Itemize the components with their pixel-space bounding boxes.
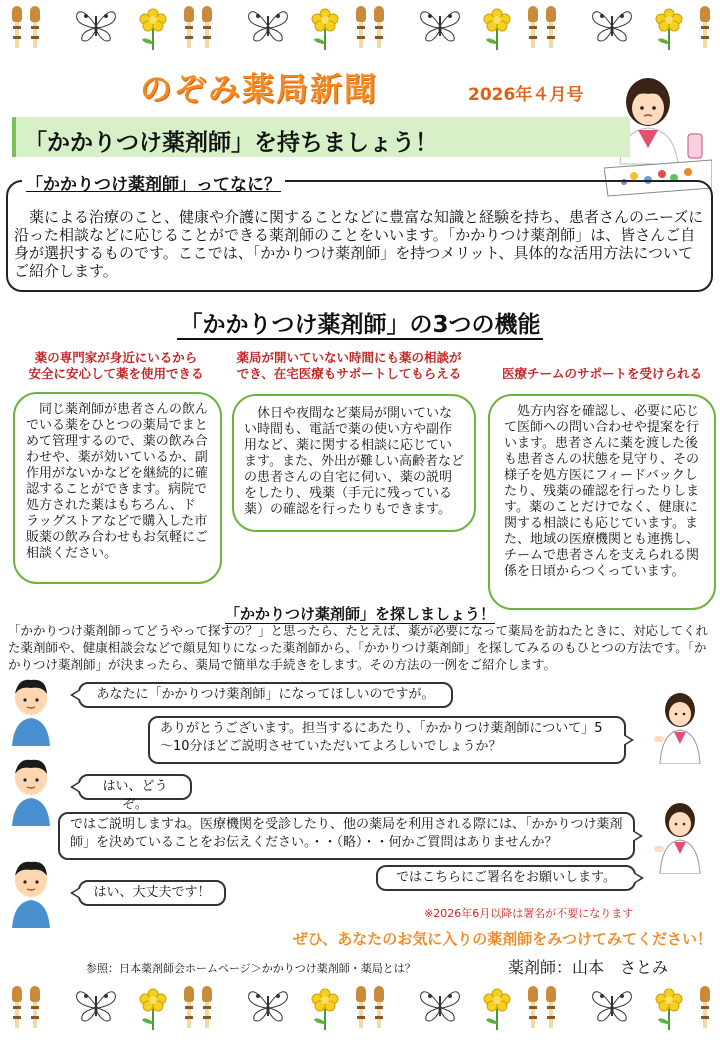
tsukushi-icon xyxy=(374,986,384,1028)
search-title: 「かかりつけ薬剤師」を探しましょう！ xyxy=(224,605,495,623)
speech-bubble-pharmacist: ありがとうございます。担当するにあたり、「かかりつけ薬剤師について」5～10分ほどご説明させていただいてよろしいでしょうか？ xyxy=(148,716,626,764)
tsukushi-icon xyxy=(546,986,556,1028)
tsukushi-icon xyxy=(30,6,40,48)
issue-date: 2026年４月号 xyxy=(468,85,584,105)
search-body: 「かかりつけ薬剤師ってどうやって探すの？」と思ったら、たとえば、薬が必要になって薬局を訪ねたときに、対応してくれた薬剤師や、健康相談会などで顔見知りになった薬剤師から、「かかりつけ薬剤師」を探してみるのもひとつの方法です。「かかりつけ薬剤師」が決まったら、薬局で簡単な手続きをします。その方法の一例をご紹介します。 xyxy=(8,623,709,672)
rapeseed-flower-icon xyxy=(652,6,686,50)
function-3-body: 処方内容を確認し、必要に応じて医師への問い合わせや提案を行います。患者さんに薬を渡した後も患者さんの状態を見守り、その様子を処方医にフィードバックしたり、残薬の確認を行ったりします。薬のことだけでなく、健康に関する相談にも応じています。また、地域の医療機関とも連携し、チームで患者さんを支えられる関係を日頃からつくっています。 xyxy=(504,404,700,579)
butterfly-icon xyxy=(590,986,634,1026)
rapeseed-flower-icon xyxy=(136,6,170,50)
function-3-heading: 医療チームのサポートを受けられる xyxy=(501,366,702,381)
butterfly-icon xyxy=(418,6,462,46)
function-1-heading: 薬の専門家が身近にいるから 安全に安心して薬を使用できる xyxy=(28,350,204,381)
tsukushi-icon xyxy=(184,986,194,1028)
rapeseed-flower-icon xyxy=(480,6,514,50)
butterfly-icon xyxy=(74,986,118,1026)
function-2-heading: 薬局が開いていない時間にも薬の相談が でき、在宅医療もサポートしてもらえる xyxy=(236,350,462,381)
butterfly-icon xyxy=(590,6,634,46)
speech-bubble-pharmacist: ではご説明しますね。医療機関を受診したり、他の薬局を利用される際には、「かかりつけ薬剤師」を決めていることをお伝えください。・・（略）・・何かご質問はありませんか？ xyxy=(58,812,635,860)
tsukushi-icon xyxy=(202,986,212,1028)
pharmacist-icon xyxy=(654,800,706,874)
speech-bubble-patient: あなたに「かかりつけ薬剤師」になってほしいのですが。 xyxy=(78,682,453,708)
headline-text: 「かかりつけ薬剤師」を持ちましょう！ xyxy=(24,130,438,156)
tsukushi-icon xyxy=(202,6,212,48)
patient-icon xyxy=(8,756,54,826)
intro-title: 「かかりつけ薬剤師」ってなに？ xyxy=(22,170,285,195)
signature-note: ※2026年6月以降は署名が不要になります xyxy=(424,907,634,920)
top-decoration xyxy=(0,6,720,54)
tsukushi-icon xyxy=(30,986,40,1028)
tsukushi-icon xyxy=(12,6,22,48)
speech-bubble-patient: はい、大丈夫です！ xyxy=(78,880,226,906)
tsukushi-icon xyxy=(700,6,710,48)
function-1-body: 同じ薬剤師が患者さんの飲んでいる薬をひとつの薬局でまとめて管理するので、薬の飲み合わせや、薬が効いているか、副作用がないかなどを継続的に確認することができます。病院で処方された薬はもちろん、ドラッグストアなどで購入した市販薬の飲み合わせもお気軽にご相談ください。 xyxy=(26,402,209,561)
bottom-decoration xyxy=(0,986,720,1034)
rapeseed-flower-icon xyxy=(308,6,342,50)
reference-text: 参照：日本薬剤師会ホームページ＞かかりつけ薬剤師・薬局とは？ xyxy=(86,962,416,975)
intro-body: 薬による治療のこと、健康や介護に関することなどに豊富な知識と経験を持ち、患者さんのニーズに沿った相談などに応じることができる薬剤師のことをいいます。「かかりつけ薬剤師」は、皆さんご自身が選択するものです。ここでは、「かかりつけ薬剤師」を持つメリット、具体的な活用方法についてご紹介します。 xyxy=(14,208,704,280)
tsukushi-icon xyxy=(356,986,366,1028)
tsukushi-icon xyxy=(700,986,710,1028)
butterfly-icon xyxy=(418,986,462,1026)
tsukushi-icon xyxy=(356,6,366,48)
newsletter-title: のぞみ薬局新聞 xyxy=(140,70,379,108)
rapeseed-flower-icon xyxy=(480,986,514,1030)
rapeseed-flower-icon xyxy=(308,986,342,1030)
rapeseed-flower-icon xyxy=(652,986,686,1030)
pharmacist-icon xyxy=(654,690,706,764)
function-2-body: 休日や夜間など薬局が開いていない時間も、電話で薬の使い方や副作用など、薬に関する相談に応じています。また、外出が難しい高齢者などの患者さんの自宅に伺い、薬の説明をしたり、残薬（手元に残っている薬）の確認を行ったりもできます。 xyxy=(244,406,464,517)
patient-icon xyxy=(8,858,54,928)
tsukushi-icon xyxy=(184,6,194,48)
tsukushi-icon xyxy=(546,6,556,48)
speech-bubble-patient: はい、どうぞ。 xyxy=(78,774,192,800)
tsukushi-icon xyxy=(374,6,384,48)
speech-bubble-pharmacist: ではこちらにご署名をお願いします。 xyxy=(376,865,636,891)
tsukushi-icon xyxy=(12,986,22,1028)
butterfly-icon xyxy=(74,6,118,46)
functions-title: 「かかりつけ薬剤師」の3つの機能 xyxy=(179,312,541,338)
butterfly-icon xyxy=(246,986,290,1026)
tsukushi-icon xyxy=(528,6,538,48)
author-signature: 薬剤師：山本 さとみ xyxy=(508,958,669,977)
rapeseed-flower-icon xyxy=(136,986,170,1030)
butterfly-icon xyxy=(246,6,290,46)
closing-message: ぜひ、あなたのお気に入りの薬剤師をみつけてみてください！ xyxy=(292,930,712,948)
tsukushi-icon xyxy=(528,986,538,1028)
patient-icon xyxy=(8,676,54,746)
